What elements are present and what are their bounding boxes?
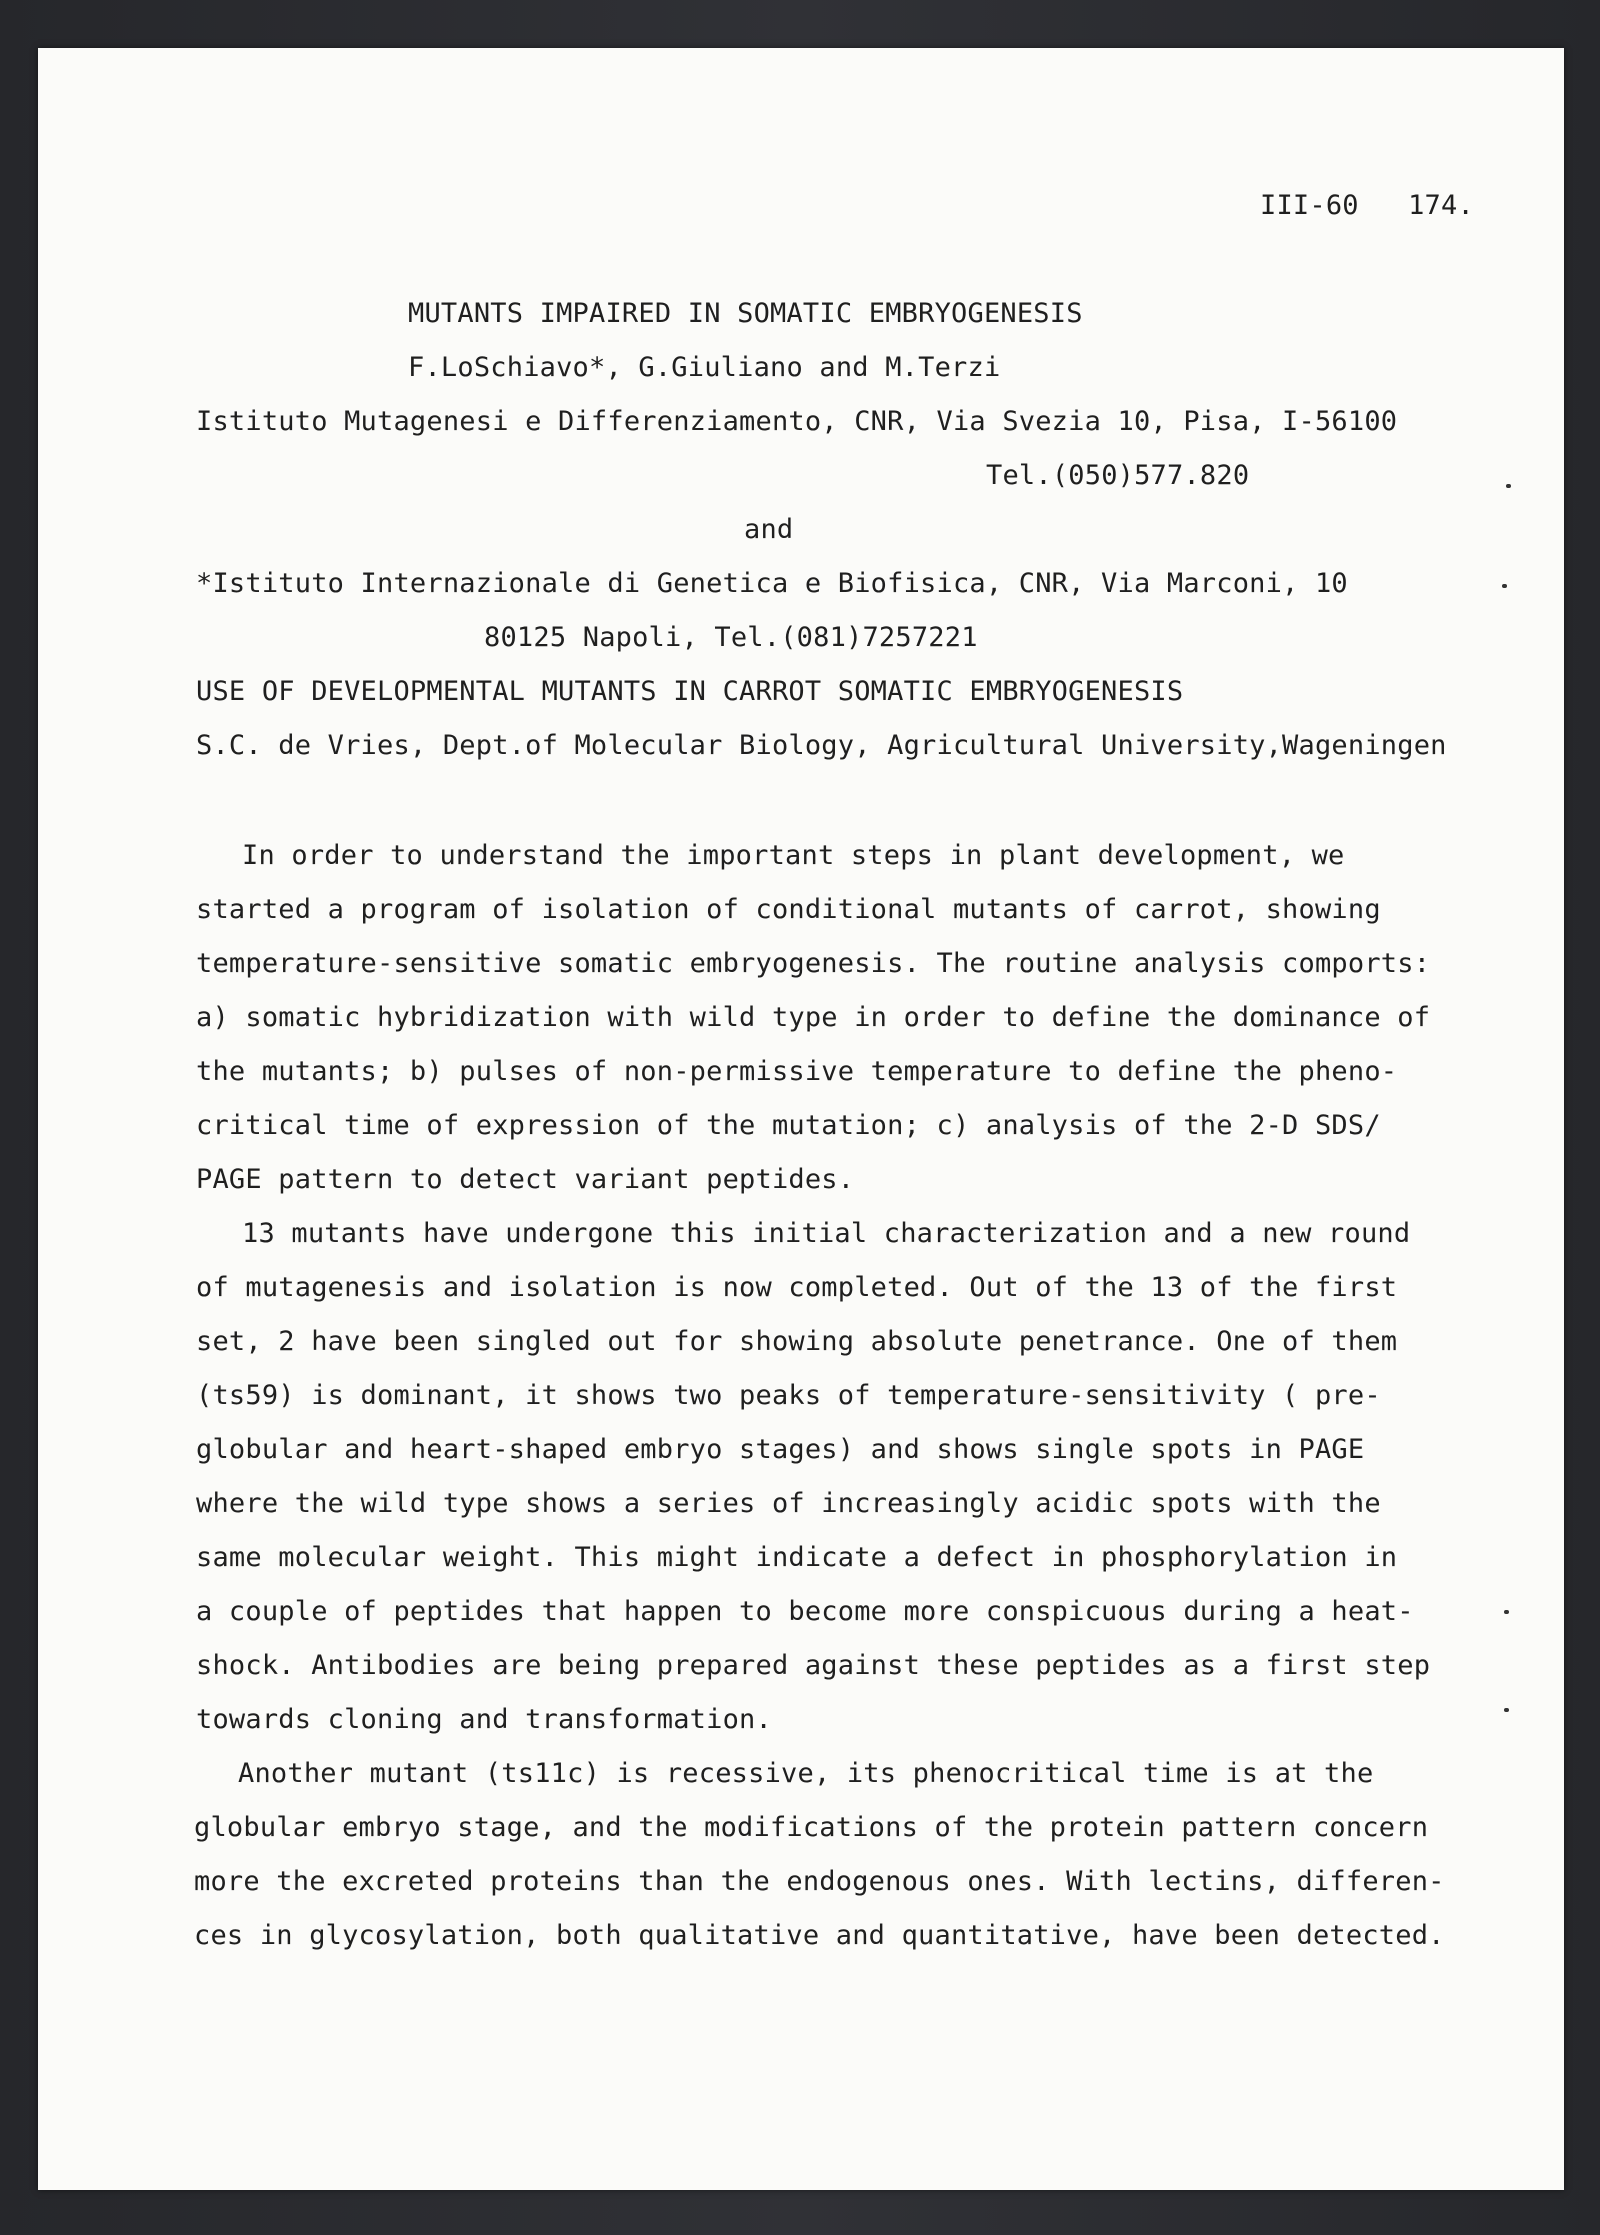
body-line: the mutants; b) pulses of non-permissive temperature to define the pheno- (196, 1056, 1398, 1087)
author-list: F.LoSchiavo*, G.Giuliano and M.Terzi (408, 352, 1001, 383)
margin-speck (1502, 584, 1507, 588)
phone-pisa: Tel.(050)577.820 (986, 460, 1250, 491)
body-line: Another mutant (ts11c) is recessive, its phenocritical time is at the (238, 1758, 1374, 1789)
and-separator: and (744, 514, 794, 545)
affiliation-napoli: *Istituto Internazionale di Genetica e Biofisica, CNR, Via Marconi, 10 (196, 568, 1348, 599)
body-line: a couple of peptides that happen to become more conspicuous during a heat- (196, 1596, 1414, 1627)
second-title: USE OF DEVELOPMENTAL MUTANTS IN CARROT SOMATIC EMBRYOGENESIS (196, 676, 1184, 707)
body-line: a) somatic hybridization with wild type in order to define the dominance of (196, 1002, 1431, 1033)
body-line: In order to understand the important steps in plant development, we (242, 840, 1345, 871)
paper-title: MUTANTS IMPAIRED IN SOMATIC EMBRYOGENESIS (408, 298, 1083, 329)
body-line: temperature-sensitive somatic embryogenesis. The routine analysis comports: (196, 948, 1431, 979)
napoli-address: 80125 Napoli, Tel.(081)7257221 (484, 622, 978, 653)
margin-speck (1504, 1610, 1509, 1614)
page-reference: III-60 174. (1260, 190, 1474, 221)
body-line: towards cloning and transformation. (196, 1704, 772, 1735)
body-line: (ts59) is dominant, it shows two peaks of temperature-sensitivity ( pre- (196, 1380, 1381, 1411)
body-line: 13 mutants have undergone this initial characterization and a new round (242, 1218, 1411, 1249)
body-line: globular and heart-shaped embryo stages) and shows single spots in PAGE (196, 1434, 1365, 1465)
typewritten-page (38, 48, 1564, 2190)
body-line: of mutagenesis and isolation is now completed. Out of the 13 of the first (196, 1272, 1398, 1303)
body-line: critical time of expression of the mutation; c) analysis of the 2-D SDS/ (196, 1110, 1381, 1141)
body-line: more the excreted proteins than the endogenous ones. With lectins, differen- (194, 1866, 1445, 1897)
body-line: PAGE pattern to detect variant peptides. (196, 1164, 855, 1195)
body-line: ces in glycosylation, both qualitative and quantitative, have been detected. (194, 1920, 1445, 1951)
body-line: shock. Antibodies are being prepared against these peptides as a first step (196, 1650, 1431, 1681)
body-line: set, 2 have been singled out for showing absolute penetrance. One of them (196, 1326, 1398, 1357)
body-line: where the wild type shows a series of increasingly acidic spots with the (196, 1488, 1381, 1519)
affiliation-pisa: Istituto Mutagenesi e Differenziamento, CNR, Via Svezia 10, Pisa, I-56100 (196, 406, 1398, 437)
margin-speck (1506, 484, 1511, 488)
body-line: started a program of isolation of conditional mutants of carrot, showing (196, 894, 1381, 925)
body-line: globular embryo stage, and the modifications of the protein pattern concern (194, 1812, 1429, 1843)
second-author: S.C. de Vries, Dept.of Molecular Biology, Agricultural University,Wageningen (196, 730, 1447, 761)
body-line: same molecular weight. This might indicate a defect in phosphorylation in (196, 1542, 1398, 1573)
margin-speck (1504, 1708, 1509, 1712)
